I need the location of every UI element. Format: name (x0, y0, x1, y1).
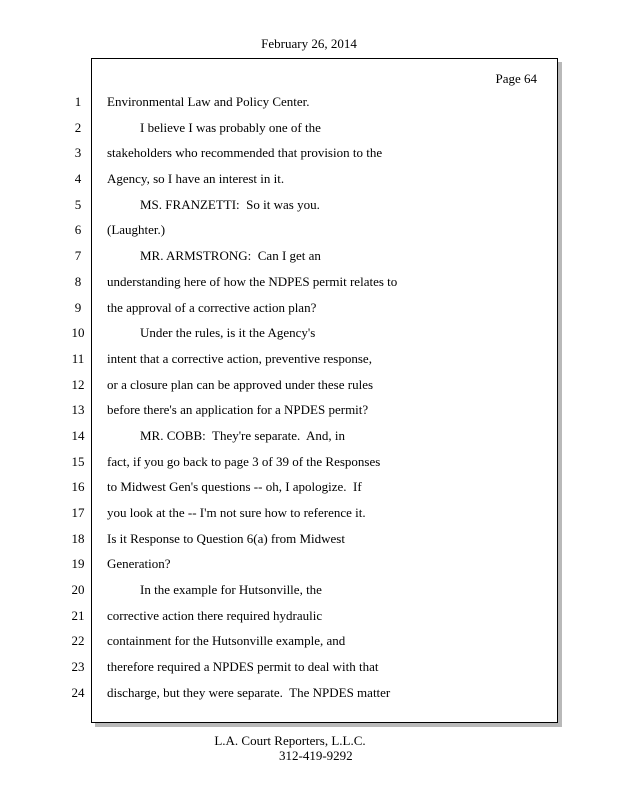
transcript-line (0, 632, 618, 658)
transcript-line (0, 504, 618, 530)
line-text: Is it Response to Question 6(a) from Midwest (107, 530, 345, 546)
line-number: 15 (71, 453, 85, 469)
transcript-line (0, 427, 618, 453)
line-text: fact, if you go back to page 3 of 39 of the Responses (107, 453, 381, 469)
line-number: 8 (74, 273, 82, 289)
line-number: 16 (71, 479, 85, 495)
line-text: stakeholders who recommended that provision to the (107, 145, 383, 161)
line-number: 1 (74, 94, 82, 109)
line-text: you look at the -- I'm not sure how to reference it. (107, 505, 366, 520)
transcript-lines (0, 93, 618, 710)
transcript-line (0, 144, 618, 170)
transcript-line (0, 453, 618, 479)
line-number: 17 (71, 505, 85, 520)
line-number: 10 (71, 325, 85, 341)
transcript-line (0, 607, 618, 633)
line-text: therefore required a NPDES permit to deal with that (107, 659, 379, 675)
transcript-line (0, 119, 618, 145)
line-text: intent that a corrective action, preventive response, (107, 350, 372, 366)
transcript-line (0, 221, 618, 247)
line-text: (Laughter.) (107, 222, 166, 238)
transcript-line (0, 170, 618, 196)
transcript-line (0, 376, 618, 402)
line-number: 21 (71, 607, 85, 623)
footer-company: L.A. Court Reporters, L.L.C. (214, 733, 366, 748)
line-text: Under the rules, is it the Agency's (140, 325, 316, 341)
transcript-line (0, 581, 618, 607)
line-text: containment for the Hutsonville example, and (107, 633, 346, 649)
line-number: 3 (74, 145, 82, 161)
line-text: before there's an application for a NPDES permit? (107, 402, 369, 418)
transcript-line (0, 273, 618, 299)
transcript-line (0, 93, 618, 119)
line-number: 14 (71, 427, 85, 443)
transcript-line (0, 350, 618, 376)
line-text: Environmental Law and Policy Center. (107, 94, 310, 109)
transcript-line (0, 555, 618, 581)
line-text: to Midwest Gen's questions -- oh, I apologize. If (107, 479, 362, 495)
line-number: 5 (74, 196, 82, 212)
transcript-line (0, 324, 618, 350)
transcript-line (0, 684, 618, 710)
line-number: 19 (71, 556, 85, 572)
line-number: 22 (71, 633, 85, 649)
line-number: 23 (71, 659, 85, 675)
line-number: 6 (74, 222, 82, 238)
page-number: Page 64 (495, 71, 537, 86)
line-number: 7 (74, 248, 82, 264)
line-text: MS. FRANZETTI: So it was you. (140, 196, 320, 212)
line-text: or a closure plan can be approved under these rules (107, 376, 374, 392)
line-text: I believe I was probably one of the (140, 119, 321, 135)
line-text: the approval of a corrective action plan? (107, 299, 317, 315)
transcript-line (0, 196, 618, 222)
line-number: 13 (71, 402, 85, 418)
footer-phone: 312-419-9292 (279, 748, 353, 763)
line-number: 2 (74, 119, 82, 135)
transcript-line (0, 478, 618, 504)
line-number: 9 (74, 299, 82, 315)
line-number: 24 (71, 684, 85, 700)
transcript-line (0, 530, 618, 556)
line-text: In the example for Hutsonville, the (140, 582, 322, 598)
transcript-line (0, 658, 618, 684)
line-text: MR. COBB: They're separate. And, in (140, 427, 346, 443)
line-number: 4 (74, 171, 82, 187)
line-text: corrective action there required hydraulic (107, 607, 323, 623)
transcript-date: February 26, 2014 (261, 36, 357, 51)
line-number: 11 (71, 350, 85, 366)
line-number: 20 (71, 582, 85, 598)
line-number: 18 (71, 530, 85, 546)
line-text: discharge, but they were separate. The NPDES matter (107, 684, 391, 700)
line-number: 12 (71, 376, 85, 392)
transcript-line (0, 299, 618, 325)
line-text: Generation? (107, 556, 171, 572)
line-text: MR. ARMSTRONG: Can I get an (140, 248, 321, 264)
transcript-line (0, 401, 618, 427)
transcript-line (0, 247, 618, 273)
line-text: understanding here of how the NDPES permit relates to (107, 273, 398, 289)
line-text: Agency, so I have an interest in it. (107, 171, 285, 187)
